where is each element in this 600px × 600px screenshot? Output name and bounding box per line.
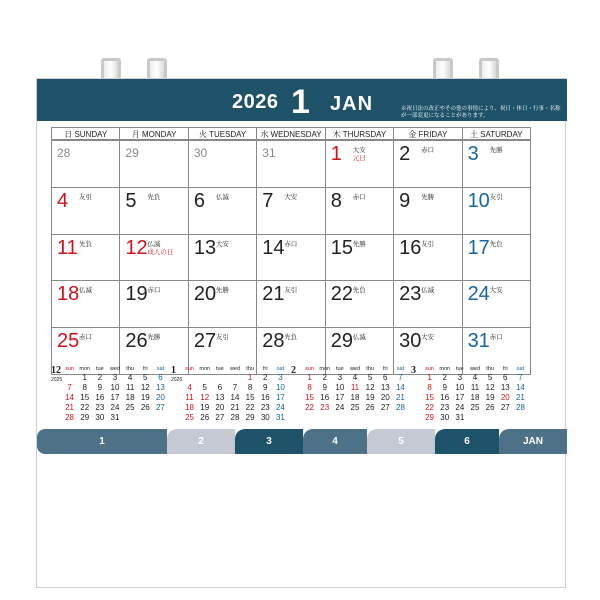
mini-day: 5 [367,373,373,382]
mini-day: 25 [470,403,480,412]
mini-day: 2 [97,373,103,382]
rokuyo-label: 友引 [215,334,229,342]
mini-day: 20 [155,393,165,402]
day-cell [257,141,325,188]
mini-day: 12 [140,383,150,392]
mini-day: 5 [487,373,493,382]
mini-day: 29 [80,413,90,422]
weekday-label: 金 FRIDAY [394,127,462,140]
day-number: 7 [262,189,274,212]
mini-day-header: sun [305,366,314,372]
mini-day: 3 [112,373,118,382]
day-cell [120,281,188,328]
mini-day-header: wed [109,366,121,372]
mini-day: 19 [365,393,375,402]
mini-day: 17 [110,393,120,402]
weekday-header-row [51,127,531,140]
day-number: 28 [262,330,285,353]
mini-day: 18 [125,393,135,402]
day-cell [189,281,257,328]
rokuyo-label: 先勝 [421,193,435,201]
day-cell [52,188,120,235]
header-month-number: 1 [291,83,310,121]
mini-day: 3 [337,373,343,382]
mini-day: 30 [260,413,270,422]
mini-day: 28 [65,413,75,422]
day-number: 18 [57,283,80,306]
mini-day [467,413,482,423]
mini-month-label: 3 [411,365,416,376]
mini-day-header: thu [366,366,374,372]
mini-day: 20 [500,393,510,402]
mini-day-header: sat [396,366,405,372]
mini-day: 23 [260,403,270,412]
mini-day: 18 [350,393,360,402]
mini-day: 24 [110,403,120,412]
day-cell [394,188,462,235]
month-tabs [37,429,567,454]
mini-day-header: thu [246,366,254,372]
mini-day: 16 [440,393,450,402]
mini-day-header: tue [456,366,464,372]
day-number: 17 [467,236,490,259]
rokuyo-label: 大安 [421,334,435,342]
weekday-label: 木 THURSDAY [326,127,394,140]
mini-grid [302,365,408,413]
mini-day [182,373,197,383]
mini-day-header: mon [199,366,211,372]
day-number: 12 [125,236,148,259]
mini-day: 11 [350,383,360,392]
month-grid [51,140,531,375]
mini-day [212,373,227,383]
mini-calendar [171,365,291,420]
mini-day: 22 [245,403,255,412]
rokuyo-label: 先勝 [489,147,503,154]
day-number: 22 [330,283,353,306]
mini-day: 8 [247,383,253,392]
mini-day: 18 [185,403,195,412]
mini-day: 22 [425,403,435,412]
mini-day-header: fri [502,366,508,372]
day-cell [120,141,188,188]
month-tab[interactable]: 6 [435,429,499,454]
mini-day-header: mon [439,366,451,372]
month-tab[interactable]: 4 [303,429,367,454]
mini-day: 8 [307,383,312,392]
day-number: 5 [125,189,137,212]
mini-day: 6 [217,383,223,392]
rokuyo-label: 先負 [284,334,298,342]
mini-day: 16 [95,393,105,402]
mini-day: 21 [515,393,525,402]
mini-day-header: sat [516,366,525,372]
mini-day: 14 [65,393,75,402]
mini-day: 12 [200,393,210,402]
mini-day: 23 [320,403,330,412]
mini-day: 21 [65,403,75,412]
mini-day: 27 [155,403,165,412]
mini-day-header: tue [96,366,104,372]
mini-day-header: fri [142,366,148,372]
mini-grid [422,365,528,423]
rokuyo-label: 友引 [489,193,503,201]
mini-month-label: 12 [51,365,61,376]
mini-day: 31 [455,413,465,422]
day-number: 24 [467,283,490,306]
mini-day: 1 [307,373,312,382]
day-number: 13 [193,236,217,259]
rokuyo-label: 赤口 [421,147,435,154]
mini-day [227,373,242,383]
mini-day: 26 [140,403,150,412]
mini-day: 19 [200,403,210,412]
day-number: 6 [193,189,205,212]
day-number: 4 [57,189,69,212]
mini-day: 30 [95,413,105,422]
day-number: 9 [399,189,411,212]
rokuyo-label: 大安 [352,147,366,154]
rokuyo-label: 仏滅 [147,240,161,248]
mini-day: 10 [455,383,465,392]
rokuyo-label: 先負 [489,240,503,248]
day-number: 28 [57,146,71,160]
day-number: 16 [399,236,422,259]
mini-day-header: wed [349,366,361,372]
mini-day: 2 [442,373,447,382]
mini-day: 7 [518,373,523,382]
day-cell [463,235,531,282]
mini-day-header: sat [156,366,165,372]
mini-day: 1 [247,373,253,382]
mini-calendar [51,365,171,420]
mini-day: 8 [82,383,87,392]
mini-day: 30 [440,413,450,422]
mini-day-header: sun [185,366,194,372]
day-number: 30 [399,330,422,353]
mini-day: 10 [110,383,120,392]
mini-day: 19 [485,393,495,402]
mini-day: 22 [80,403,90,412]
mini-day [123,413,138,423]
mini-calendars [51,365,531,420]
mini-day: 2 [263,373,268,382]
day-cell [52,141,120,188]
rokuyo-label: 先勝 [352,240,366,248]
mini-day [483,413,498,423]
mini-day: 4 [127,373,133,382]
mini-day: 8 [427,383,432,392]
mini-calendar [291,365,411,420]
mini-day: 16 [320,393,330,402]
mini-day: 6 [503,373,508,382]
mini-day: 14 [230,393,240,402]
mini-day: 14 [515,383,525,392]
mini-day: 20 [380,393,390,402]
day-number: 10 [467,189,490,212]
mini-day: 15 [425,393,435,402]
rokuyo-label: 友引 [284,287,298,295]
day-cell [463,141,531,188]
mini-day-header: fri [382,366,388,372]
mini-day: 9 [322,383,327,392]
mini-grid [62,365,168,423]
mini-day: 14 [395,383,405,392]
mini-day: 4 [352,373,358,382]
rokuyo-label: 先勝 [147,334,161,342]
mini-day: 13 [215,393,225,402]
rokuyo-label: 仏滅 [215,193,229,201]
rokuyo-label: 赤口 [147,287,161,295]
day-cell [326,235,394,282]
mini-day: 3 [278,373,283,382]
day-number: 8 [330,189,342,212]
mini-day: 26 [365,403,375,412]
day-cell [463,188,531,235]
mini-day: 21 [395,393,405,402]
mini-day: 12 [365,383,375,392]
month-tab[interactable]: 2 [167,429,235,454]
mini-day: 9 [442,383,447,392]
mini-day: 27 [500,403,510,412]
mini-day: 17 [335,393,345,402]
rokuyo-label: 大安 [489,287,503,295]
mini-day: 26 [485,403,495,412]
mini-day: 6 [158,373,163,382]
header-note: ※祝日法の改正やその他の事情により、祝日・休日・行事・名称が一部変更になることがあります。 [401,106,561,119]
day-cell [189,188,257,235]
mini-day: 24 [335,403,345,412]
rokuyo-label: 赤口 [79,334,92,342]
mini-day: 28 [515,403,525,412]
mini-day-header: mon [79,366,91,372]
mini-day: 19 [140,393,150,402]
rokuyo-label: 赤口 [352,193,366,201]
month-tab[interactable]: JAN [499,429,567,454]
mini-day: 13 [380,383,390,392]
mini-day-header: thu [486,366,494,372]
day-number: 14 [262,236,285,259]
day-cell [326,141,394,188]
mini-day [153,413,168,423]
day-number: 27 [193,330,217,353]
day-number: 19 [125,283,148,306]
day-cell [394,141,462,188]
mini-day: 13 [500,383,510,392]
mini-calendar [411,365,531,420]
day-cell [257,188,325,235]
day-cell [189,235,257,282]
rokuyo-label: 先勝 [215,287,229,295]
mini-month-label: 1 [171,365,176,376]
mini-day: 17 [455,393,465,402]
weekday-label: 火 TUESDAY [189,127,257,140]
month-tab[interactable]: 3 [235,429,303,454]
holiday-label: 成人の日 [147,248,174,256]
calendar-page [36,78,566,588]
weekday-label: 水 WEDNESDAY [257,127,325,140]
rokuyo-label: 仏滅 [421,287,435,295]
rokuyo-label: 先負 [79,240,92,248]
mini-day [62,373,77,383]
mini-day: 6 [383,373,388,382]
mini-day: 28 [230,413,240,422]
mini-day: 7 [67,383,72,392]
mini-day: 15 [80,393,90,402]
day-cell [326,188,394,235]
day-number: 11 [57,236,78,259]
rokuyo-label: 友引 [79,193,92,201]
header-month-name: JAN [330,93,374,115]
mini-day: 11 [470,383,480,392]
mini-day: 25 [185,413,195,422]
month-tab[interactable]: 1 [37,429,167,454]
day-number: 15 [330,236,353,259]
rokuyo-label: 友引 [421,240,435,248]
mini-day: 18 [470,393,480,402]
rokuyo-label: 赤口 [284,240,298,248]
mini-day: 4 [472,373,478,382]
mini-grid [182,365,288,423]
mini-day: 20 [215,403,225,412]
mini-day: 23 [440,403,450,412]
day-number: 20 [193,283,217,306]
mini-day-header: sun [425,366,434,372]
mini-day-header: thu [126,366,134,372]
day-number: 29 [125,146,139,160]
mini-day: 9 [97,383,103,392]
mini-day: 9 [263,383,268,392]
day-cell [52,281,120,328]
weekday-label: 土 SATURDAY [463,127,531,140]
day-number: 2 [399,143,411,165]
rokuyo-label: 大安 [215,240,229,248]
mini-year-label: 2025 [51,377,63,383]
mini-day: 10 [275,383,285,392]
mini-day: 28 [395,403,405,412]
weekday-label: 月 MONDAY [120,127,188,140]
day-cell [394,235,462,282]
day-number: 31 [467,330,490,353]
day-number: 26 [125,330,148,353]
day-cell [394,281,462,328]
mini-day: 27 [215,413,225,422]
mini-day-header: tue [336,366,344,372]
day-number: 25 [57,330,80,353]
day-number: 29 [330,330,353,353]
mini-day-header: fri [262,366,268,372]
day-number: 31 [262,146,276,160]
mini-day: 5 [202,383,207,392]
mini-day: 25 [125,403,135,412]
mini-day [138,413,153,423]
mini-day: 3 [457,373,463,382]
day-cell [257,235,325,282]
day-cell [120,188,188,235]
mini-day [513,413,528,423]
mini-day: 16 [260,393,270,402]
mini-day-header: sat [276,366,285,372]
mini-day: 25 [350,403,360,412]
month-header [37,79,567,121]
mini-day: 4 [187,383,192,392]
mini-day: 21 [230,403,240,412]
mini-day: 11 [125,383,135,392]
day-cell [52,235,120,282]
rokuyo-label: 先負 [352,287,366,295]
header-year: 2026 [232,91,279,113]
mini-day: 13 [155,383,165,392]
mini-day: 27 [380,403,390,412]
mini-year-label: 2026 [171,377,183,383]
mini-day: 15 [245,393,255,402]
rokuyo-label: 大安 [284,193,298,201]
holiday-label: 元日 [352,155,366,162]
mini-day: 22 [305,403,315,412]
mini-day-header: wed [469,366,481,372]
mini-day-header: tue [216,366,224,372]
mini-day: 29 [425,413,435,422]
mini-day: 17 [275,393,285,402]
mini-day: 31 [110,413,120,422]
mini-day: 12 [485,383,495,392]
mini-day-header: mon [319,366,331,372]
rokuyo-label: 赤口 [489,334,503,342]
mini-day: 2 [322,373,327,382]
mini-day: 24 [455,403,465,412]
mini-day-header: wed [229,366,241,372]
mini-day [197,373,212,383]
mini-day: 23 [95,403,105,412]
mini-day: 26 [200,413,210,422]
rokuyo-label: 仏滅 [79,287,92,295]
rokuyo-label: 仏滅 [352,334,366,342]
mini-day: 7 [232,383,238,392]
day-number: 1 [330,143,342,165]
mini-day: 31 [275,413,285,422]
weekday-label: 日 SUNDAY [52,127,120,140]
mini-day: 1 [427,373,432,382]
mini-day: 7 [398,373,403,382]
mini-day: 29 [245,413,255,422]
day-number: 30 [193,146,208,160]
mini-day: 24 [275,403,285,412]
mini-day: 5 [143,373,148,382]
day-cell [257,281,325,328]
day-number: 21 [262,283,285,306]
mini-day: 10 [335,383,345,392]
rokuyo-label: 先負 [147,193,161,201]
mini-month-label: 2 [291,365,296,376]
day-cell [463,281,531,328]
month-tab[interactable]: 5 [367,429,435,454]
mini-day [498,413,513,423]
day-cell [326,281,394,328]
day-number: 3 [467,143,479,165]
mini-day: 11 [185,393,194,402]
mini-day: 1 [82,373,87,382]
mini-day: 15 [305,393,315,402]
mini-day-header: sun [65,366,74,372]
day-cell [189,141,257,188]
day-number: 23 [399,283,422,306]
day-cell [120,235,188,282]
